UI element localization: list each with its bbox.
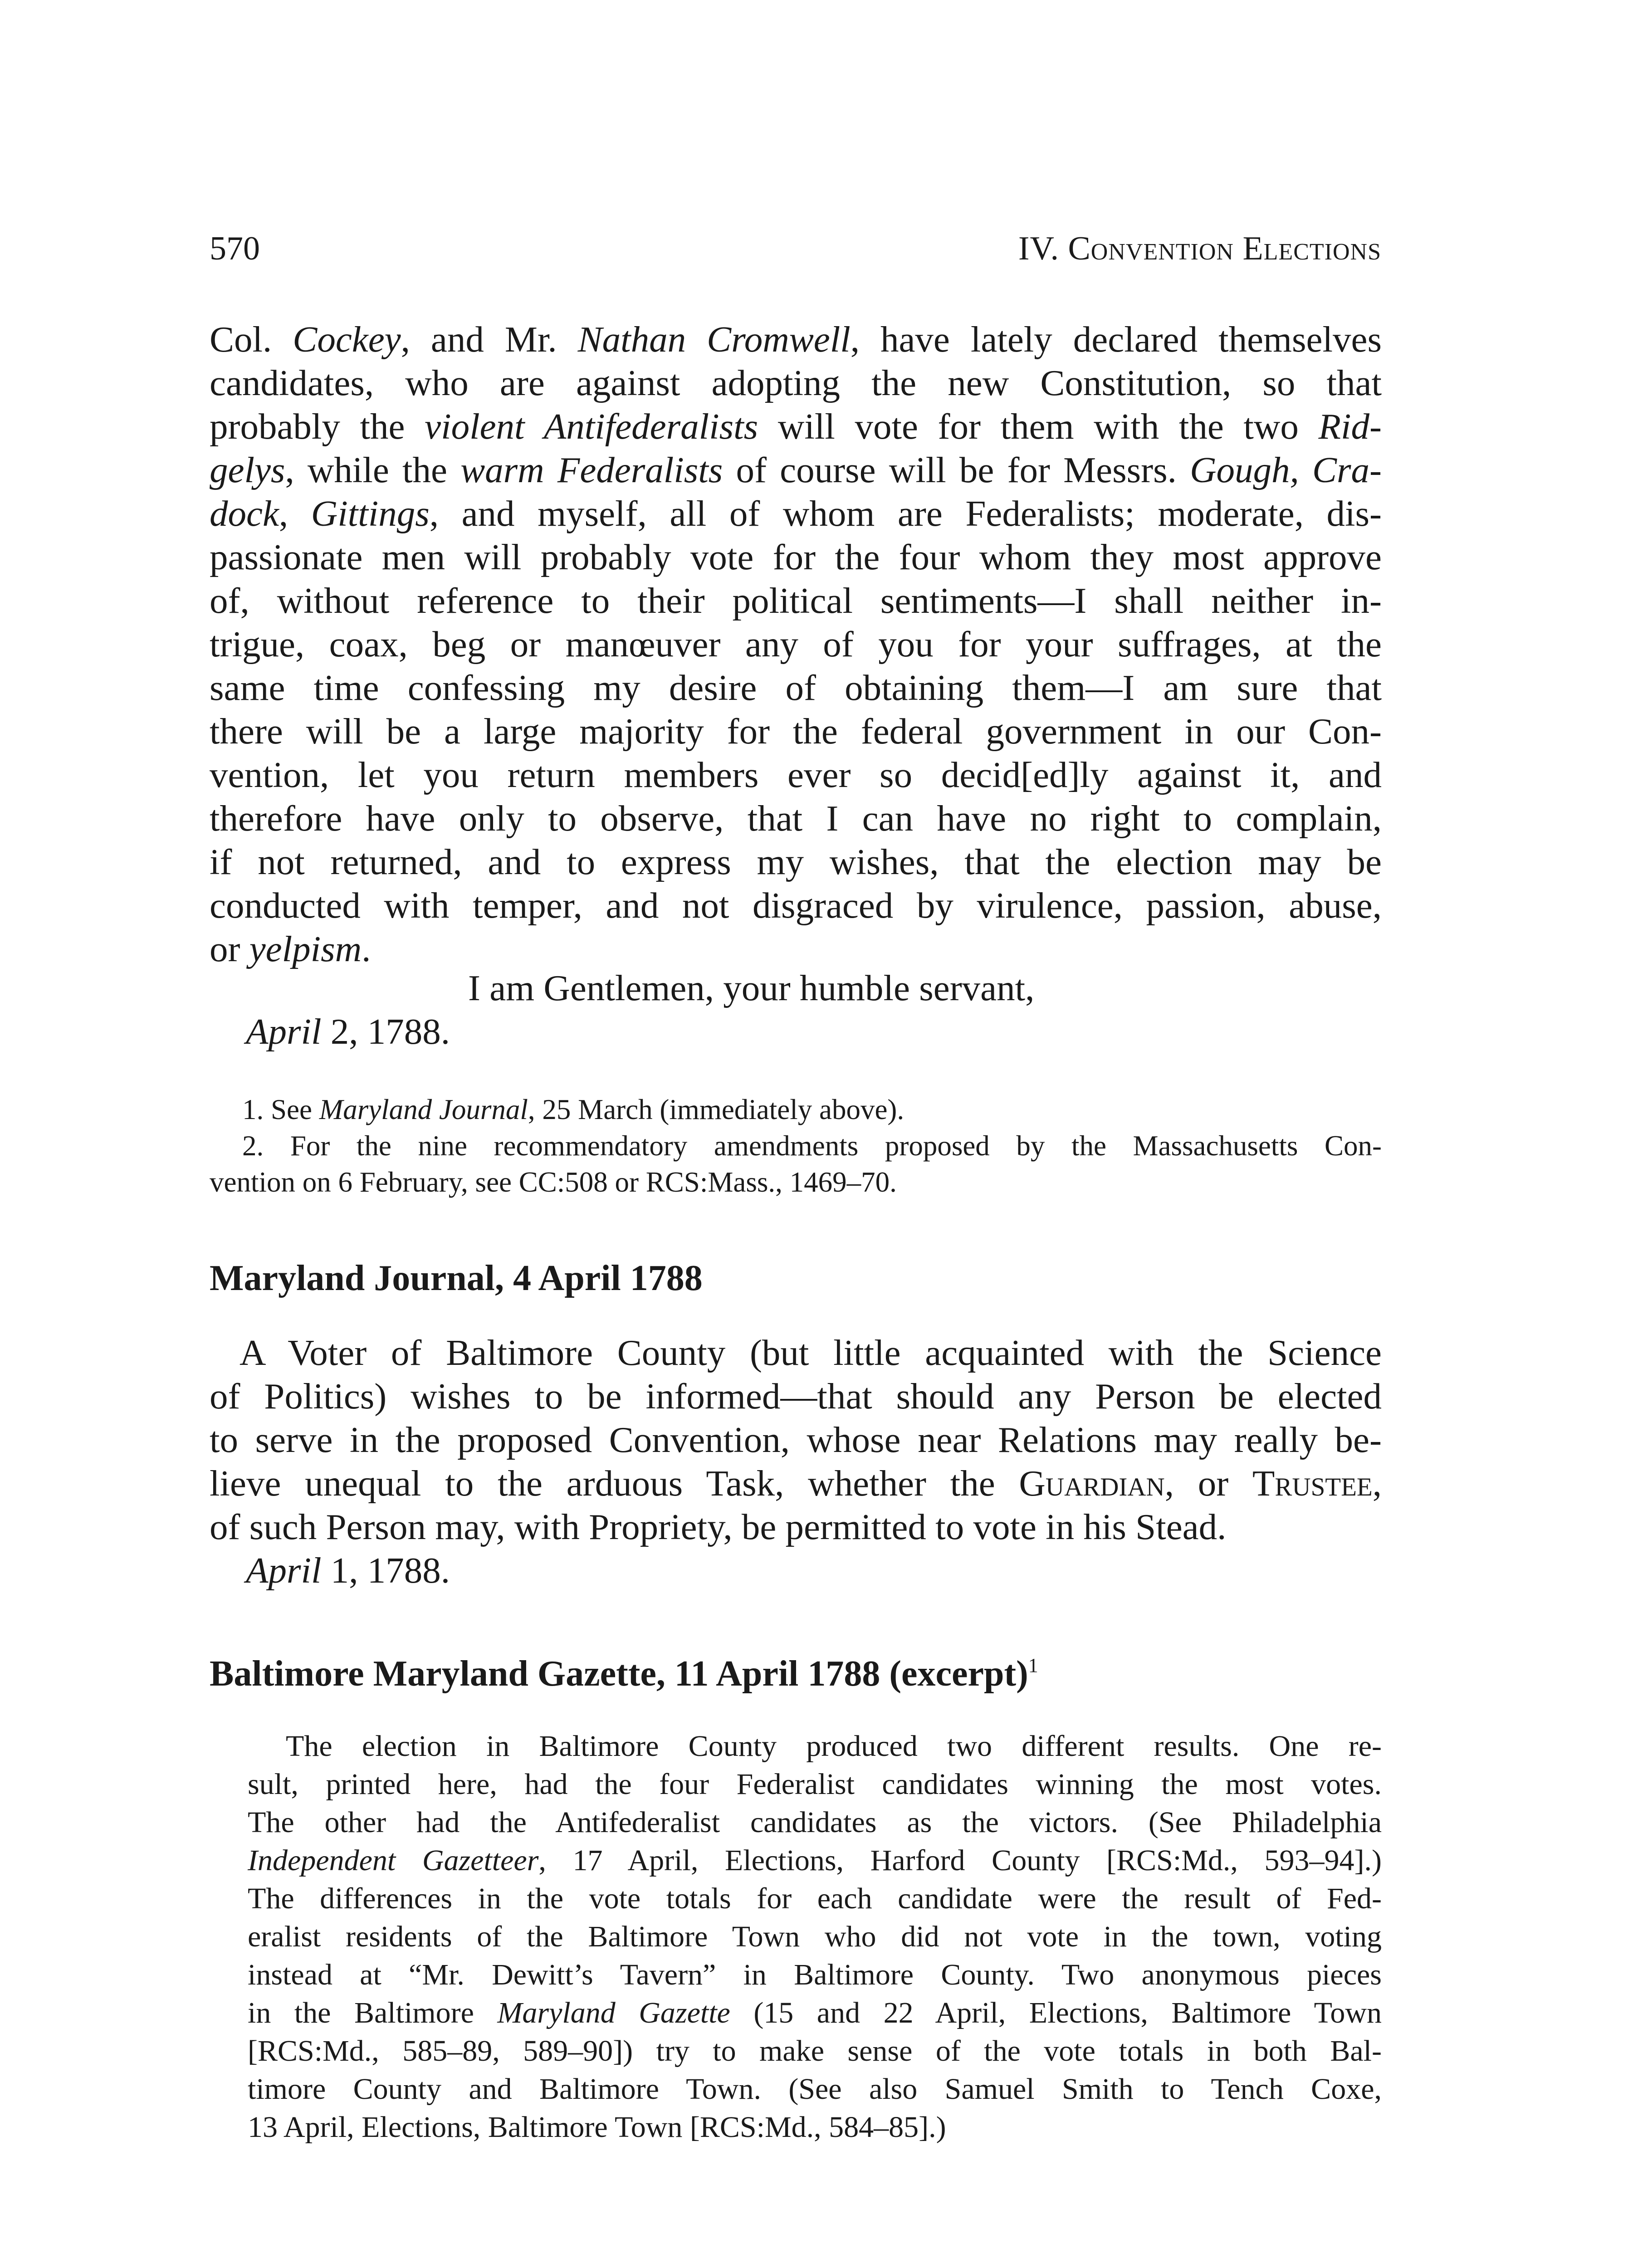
letter-body xyxy=(210,318,1382,971)
editorial-note xyxy=(248,1727,1382,2146)
footnote-ref: 1 xyxy=(1028,1654,1038,1677)
letter-line: dock, Gittings, and myself, all of whom are Federalists; moderate, dis- xyxy=(210,493,1382,534)
letter-line: vention, let you return members ever so decid[ed]ly against it, and xyxy=(210,754,1382,795)
section-heading-maryland-journal: Maryland Journal, 4 April 1788 xyxy=(210,1258,703,1298)
footnotes xyxy=(210,1091,1382,1200)
letter-date xyxy=(246,1010,450,1053)
editorial-note-line: eralist residents of the Baltimore Town who did not vote in the town, voting xyxy=(248,1920,1382,1953)
letter-line: therefore have only to observe, that I can have no right to complain, xyxy=(210,798,1382,839)
italic-text: dock xyxy=(210,493,279,534)
section-line: of such Person may, with Propriety, be permitted to vote in his Stead. xyxy=(210,1506,1227,1547)
small-caps-text: Trustee xyxy=(1252,1463,1373,1504)
section-body-maryland-journal xyxy=(210,1331,1382,1549)
footnote-line: 1. See Maryland Journal, 25 March (immediately above). xyxy=(242,1094,905,1125)
section-date-month: April xyxy=(246,1550,322,1591)
section-line: of Politics) wishes to be informed—that should any Person be elected xyxy=(210,1376,1382,1417)
letter-line: probably the violent Antifederalists will vote for them with the two Rid- xyxy=(210,406,1382,447)
letter-line: of, without reference to their political sentiments—I shall neither in- xyxy=(210,580,1382,621)
section-line: to serve in the proposed Convention, whose near Relations may really be- xyxy=(210,1419,1382,1460)
letter-line: if not returned, and to express my wishes, that the election may be xyxy=(210,841,1382,882)
editorial-note-line: The election in Baltimore County produced two different results. One re- xyxy=(286,1730,1382,1763)
section-heading-text: Baltimore Maryland Gazette, 11 April 1788 (excerpt) xyxy=(210,1654,1028,1694)
section-line: lieve unequal to the arduous Task, whether the Guardian, or Trustee, xyxy=(210,1463,1382,1504)
letter-line: there will be a large majority for the federal government in our Con- xyxy=(210,711,1382,752)
italic-text: Maryland Journal xyxy=(319,1094,528,1125)
italic-text: Independent Gazetteer xyxy=(248,1844,539,1877)
letter-line: or yelpism. xyxy=(210,929,371,969)
letter-closing: I am Gentlemen, your humble servant, xyxy=(468,968,1035,1008)
editorial-note-line: sult, printed here, had the four Federalist candidates winning the most votes. xyxy=(248,1768,1382,1801)
section-date-rest: 1, 1788. xyxy=(321,1550,450,1591)
italic-text: Gittings xyxy=(311,493,430,534)
letter-line: candidates, who are against adopting the new Constitution, so that xyxy=(210,362,1382,403)
italic-text: gelys xyxy=(210,450,285,490)
letter-line: trigue, coax, beg or manœuver any of you for your suffrages, at the xyxy=(210,624,1382,665)
italic-text: Rid- xyxy=(1318,406,1382,447)
footnote-line: vention on 6 February, see CC:508 or RCS:Mass., 1469–70. xyxy=(210,1166,897,1198)
section-line: A Voter of Baltimore County (but little acquainted with the Science xyxy=(240,1332,1382,1373)
italic-text: violent Antifederalists xyxy=(425,406,758,447)
letter-line: conducted with temper, and not disgraced by virulence, passion, abuse, xyxy=(210,885,1382,926)
editorial-note-line: timore County and Baltimore Town. (See also Samuel Smith to Tench Coxe, xyxy=(248,2072,1382,2106)
editorial-note-line: Independent Gazetteer, 17 April, Elections, Harford County [RCS:Md., 593–94].) xyxy=(248,1844,1382,1877)
small-caps-text: Guardian xyxy=(1019,1463,1165,1504)
italic-text: Maryland Gazette xyxy=(497,1996,730,2029)
editorial-note-line: The differences in the vote totals for each candidate were the result of Fed- xyxy=(248,1882,1382,1915)
running-head-text: IV. Convention Elections xyxy=(1018,230,1381,267)
italic-text: Gough, Cra- xyxy=(1190,450,1382,490)
section-date-maryland-journal xyxy=(246,1549,450,1592)
italic-text: Nathan Cromwell xyxy=(577,319,851,360)
running-head xyxy=(1018,226,1381,273)
italic-text: yelpism xyxy=(249,929,362,969)
page-number: 570 xyxy=(210,230,260,267)
letter-date-rest: 2, 1788. xyxy=(321,1011,450,1052)
italic-text: Cockey xyxy=(293,319,401,360)
letter-line: Col. Cockey, and Mr. Nathan Cromwell, have lately declared themselves xyxy=(210,319,1382,360)
letter-line: passionate men will probably vote for the four whom they most approve xyxy=(210,537,1382,577)
footnote-line: 2. For the nine recommendatory amendments proposed by the Massachusetts Con- xyxy=(242,1130,1382,1162)
editorial-note-line: in the Baltimore Maryland Gazette (15 and 22 April, Elections, Baltimore Town xyxy=(248,1996,1382,2029)
italic-text: warm Federalists xyxy=(460,450,723,490)
editorial-note-line: instead at “Mr. Dewitt’s Tavern” in Baltimore County. Two anonymous pieces xyxy=(248,1958,1382,1991)
letter-line: same time confessing my desire of obtaining them—I am sure that xyxy=(210,667,1382,708)
letter-line: gelys, while the warm Federalists of course will be for Messrs. Gough, Cra- xyxy=(210,450,1382,490)
editorial-note-line: The other had the Antifederalist candidates as the victors. (See Philadelphia xyxy=(248,1806,1382,1839)
editorial-note-line: [RCS:Md., 585–89, 589–90]) try to make sense of the vote totals in both Bal- xyxy=(248,2034,1382,2068)
section-heading-baltimore-gazette xyxy=(210,1651,1038,1696)
letter-date-month: April xyxy=(246,1011,322,1052)
editorial-note-line: 13 April, Elections, Baltimore Town [RCS:Md., 584–85].) xyxy=(248,2111,946,2144)
